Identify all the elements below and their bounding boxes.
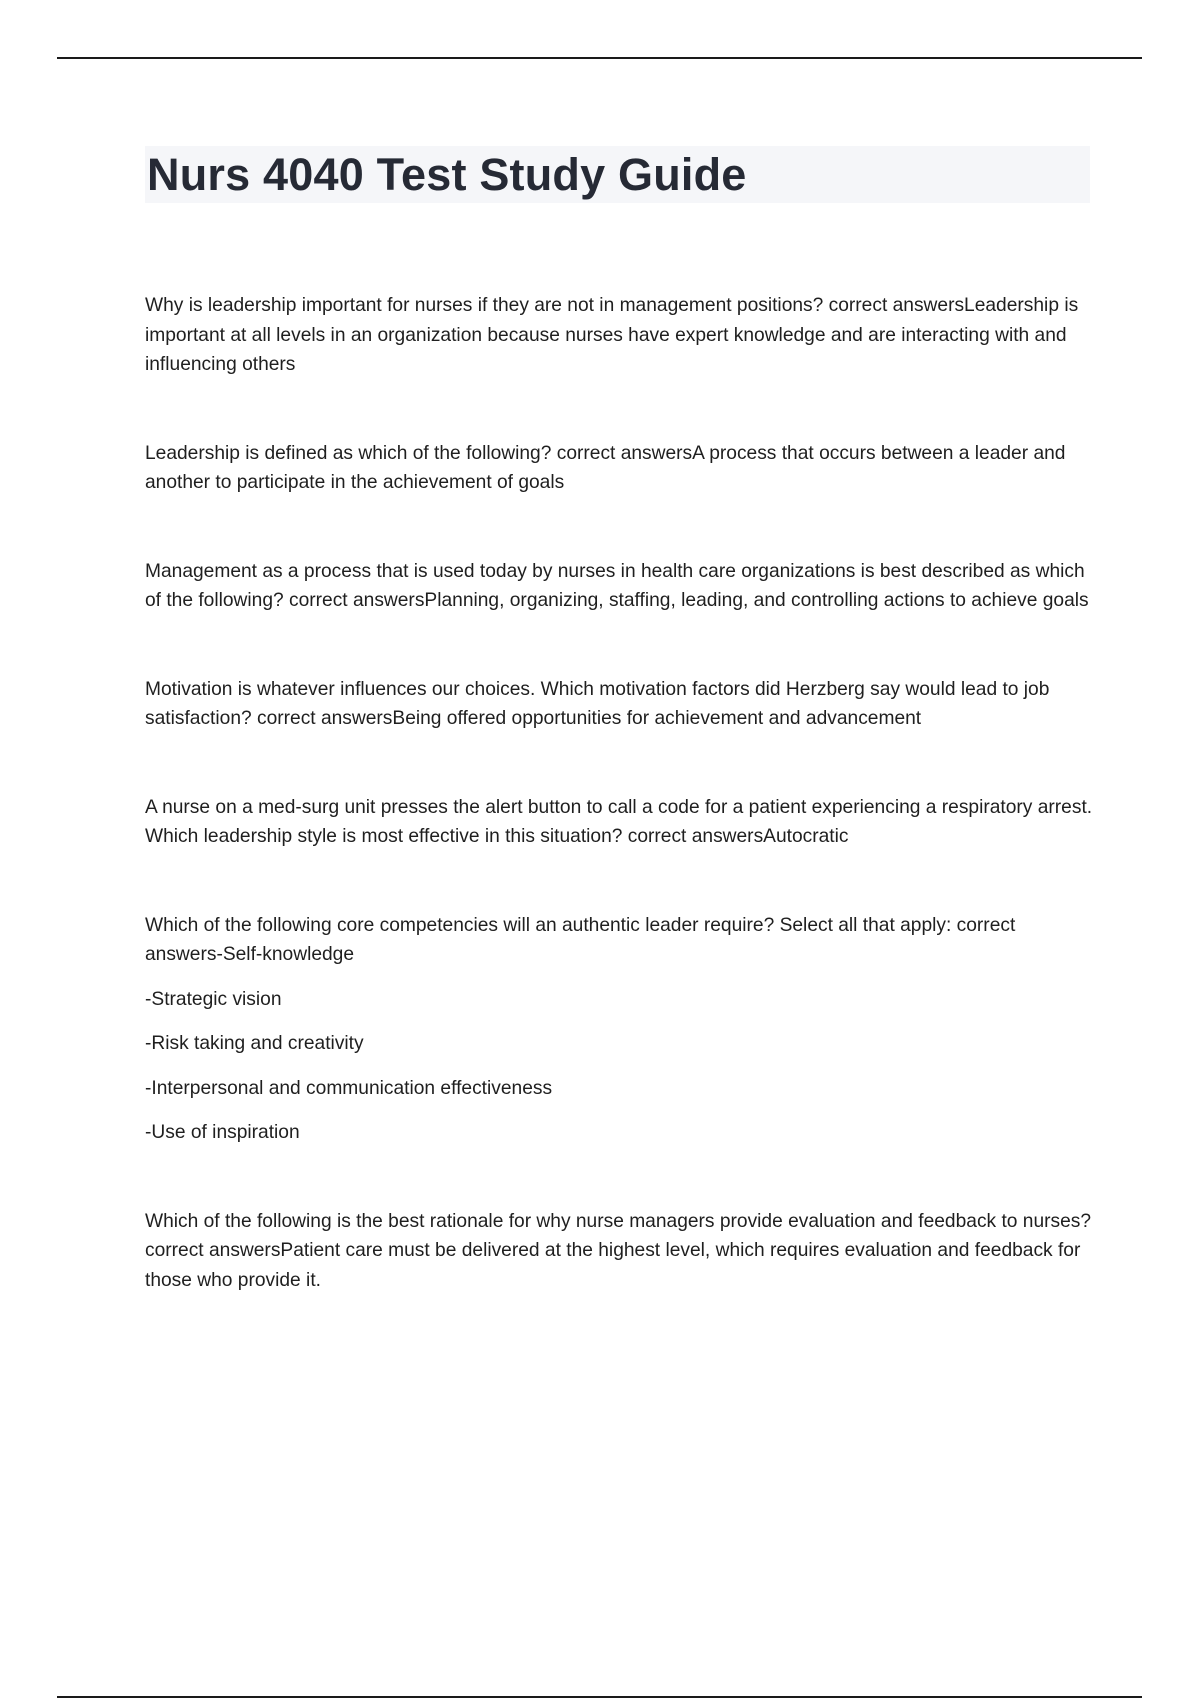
document-body xyxy=(145,291,1095,1354)
qa-item xyxy=(145,1207,1095,1296)
qa-item xyxy=(145,291,1095,380)
qa-item xyxy=(145,793,1095,852)
qa-item xyxy=(145,439,1095,498)
qa-item xyxy=(145,911,1095,1148)
top-rule xyxy=(57,57,1142,59)
qa-sub-item: -Interpersonal and communication effectiveness xyxy=(145,1077,553,1099)
qa-text: Which of the following core competencies will an authentic leader require? Select all that apply: correct answers-Self-knowledge xyxy=(145,914,1016,965)
qa-sub-item: -Use of inspiration xyxy=(145,1122,300,1143)
qa-sub-item: -Strategic vision xyxy=(145,988,282,1010)
qa-sub-item: -Risk taking and creativity xyxy=(145,1033,364,1054)
qa-text: Management as a process that is used today by nurses in health care organizations is best described as which of the following? correct answersPlanning, organizing, staffing, leading, and controlling actions to achieve goals xyxy=(145,560,1089,611)
qa-text: Leadership is defined as which of the following? correct answersA process that occurs between a leader and another to participate in the achievement of goals xyxy=(145,442,1066,493)
bottom-rule xyxy=(57,1696,1142,1698)
qa-text: Why is leadership important for nurses if they are not in management positions? correct answersLeadership is important at all levels in an organization because nurses have expert knowledge and are interacting with and influencing others xyxy=(145,295,1079,375)
qa-text: Motivation is whatever influences our choices. Which motivation factors did Herzberg say would lead to job satisfaction? correct answersBeing offered opportunities for achievement and advancement xyxy=(145,678,1050,729)
document-title: Nurs 4040 Test Study Guide xyxy=(147,149,747,200)
qa-text: Which of the following is the best rationale for why nurse managers provide evaluation and feedback to nurses? correct answersPatient care must be delivered at the highest level, which requires evaluation and feedback for those who provide it. xyxy=(145,1210,1092,1291)
qa-item xyxy=(145,675,1095,734)
qa-item xyxy=(145,557,1095,616)
qa-text: A nurse on a med-surg unit presses the alert button to call a code for a patient experiencing a respiratory arrest. Which leadership style is most effective in this situation? correct answersAutocratic xyxy=(145,796,1093,847)
